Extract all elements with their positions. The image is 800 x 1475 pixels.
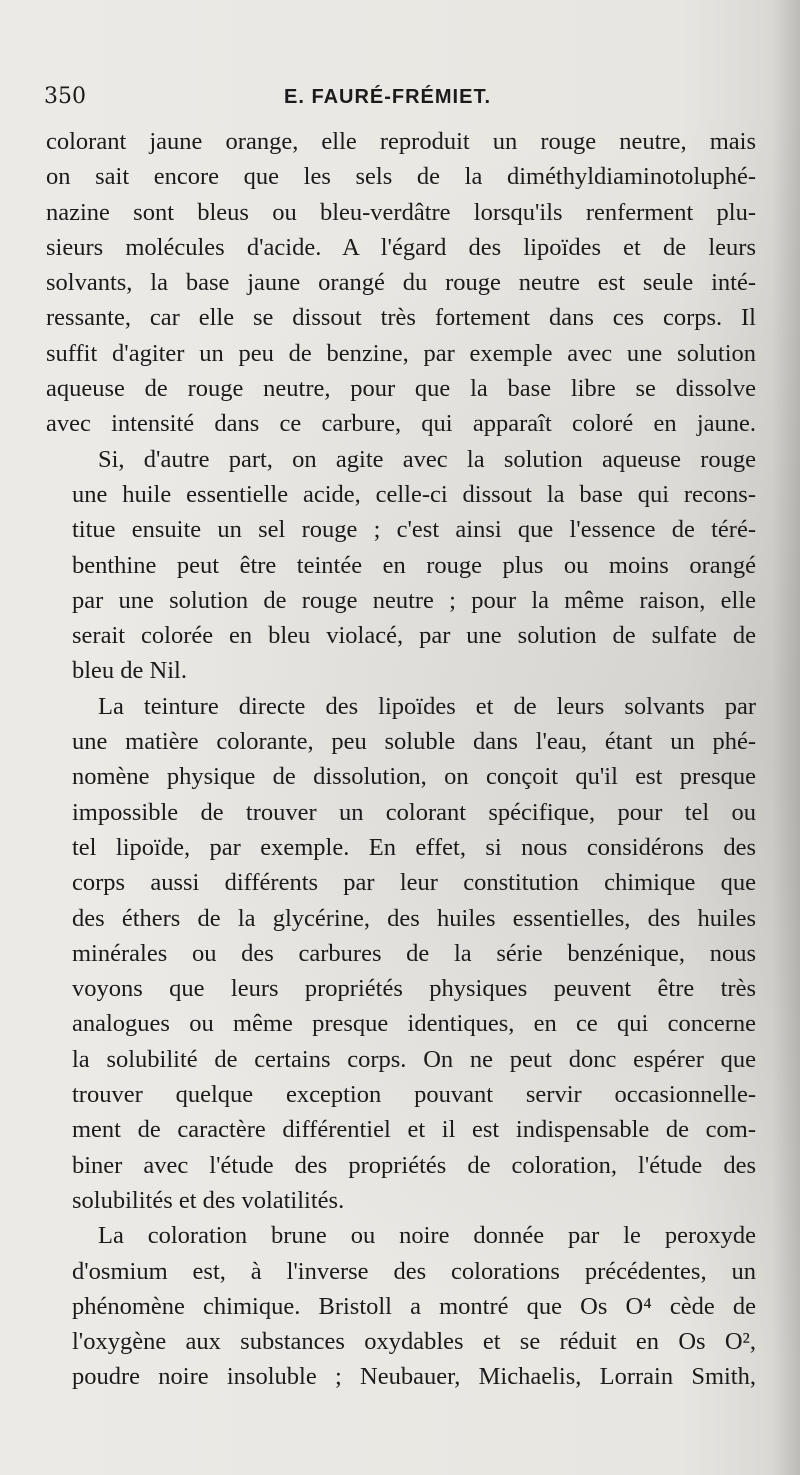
text-line: suffit d'agiter un peu de benzine, par exemple avec une solution [46, 339, 756, 367]
text-line: bleu de Nil. [72, 657, 187, 685]
page-number: 350 [44, 84, 86, 109]
text-line: poudre noire insoluble ; Neubauer, Michaelis, Lorrain Smith, [72, 1363, 756, 1391]
text-line: solubilités et des volatilités. [72, 1186, 345, 1214]
text-line: l'oxygène aux substances oxydables et se réduit en Os O², [72, 1328, 756, 1356]
paragraph-3 [46, 689, 756, 1218]
text-line: minérales ou des carbures de la série benzénique, nous [72, 939, 756, 967]
running-head: E. FAURÉ-FRÉMIET. [284, 86, 492, 108]
paragraph-1 [46, 124, 756, 442]
text-line: voyons que leurs propriétés physiques peuvent être très [72, 975, 756, 1003]
text-line: colorant jaune orange, elle reproduit un rouge neutre, mais [46, 128, 756, 155]
text-line: la solubilité de certains corps. On ne peut donc espérer que [72, 1045, 756, 1073]
spine-shadow [772, 0, 800, 1475]
text-line: nazine sont bleus ou bleu-verdâtre lorsqu'ils renferment plu- [46, 198, 756, 226]
text-line: d'osmium est, à l'inverse des colorations précédentes, un [72, 1257, 756, 1285]
text-line: impossible de trouver un colorant spécifique, pour tel ou [72, 798, 756, 826]
text-line: on sait encore que les sels de la diméthyldiaminotoluphé- [46, 163, 756, 191]
paragraph-4 [46, 1218, 756, 1394]
text-line: corps aussi différents par leur constitution chimique que [72, 869, 756, 897]
text-line: phénomène chimique. Bristoll a montré que Os O⁴ cède de [72, 1292, 756, 1320]
text-line: trouver quelque exception pouvant servir occasionnelle- [72, 1081, 756, 1109]
paragraph-2 [46, 442, 756, 689]
text-line: nomène physique de dissolution, on conçoit qu'il est presque [72, 763, 756, 791]
text-line: titue ensuite un sel rouge ; c'est ainsi que l'essence de téré- [72, 516, 756, 544]
text-line: analogues ou même presque identiques, en ce qui concerne [72, 1010, 756, 1038]
text-line: ment de caractère différentiel et il est indispensable de com- [72, 1116, 756, 1144]
page-header [44, 84, 754, 118]
text-line: benthine peut être teintée en rouge plus ou moins orangé [72, 551, 756, 579]
text-line: solvants, la base jaune orangé du rouge neutre est seule inté- [46, 269, 756, 297]
text-line: La coloration brune ou noire donnée par le peroxyde [98, 1222, 756, 1250]
text-line: une huile essentielle acide, celle-ci dissout la base qui recons- [72, 480, 756, 508]
text-line: serait colorée en bleu violacé, par une solution de sulfate de [72, 622, 756, 650]
text-line: par une solution de rouge neutre ; pour la même raison, elle [72, 586, 756, 614]
text-line: Si, d'autre part, on agite avec la solution aqueuse rouge [98, 445, 756, 473]
body-text [46, 124, 756, 1395]
text-line: aqueuse de rouge neutre, pour que la base libre se dissolve [46, 375, 756, 403]
text-line: La teinture directe des lipoïdes et de leurs solvants par [98, 692, 756, 720]
text-line: avec intensité dans ce carbure, qui apparaît coloré en jaune. [46, 410, 756, 438]
text-line: sieurs molécules d'acide. A l'égard des lipoïdes et de leurs [46, 233, 756, 261]
text-line: une matière colorante, peu soluble dans l'eau, étant un phé- [72, 728, 756, 756]
text-line: ressante, car elle se dissout très fortement dans ces corps. Il [46, 304, 756, 332]
text-line: biner avec l'étude des propriétés de coloration, l'étude des [72, 1151, 756, 1179]
text-line: des éthers de la glycérine, des huiles essentielles, des huiles [72, 904, 756, 932]
text-line: tel lipoïde, par exemple. En effet, si nous considérons des [72, 833, 756, 861]
